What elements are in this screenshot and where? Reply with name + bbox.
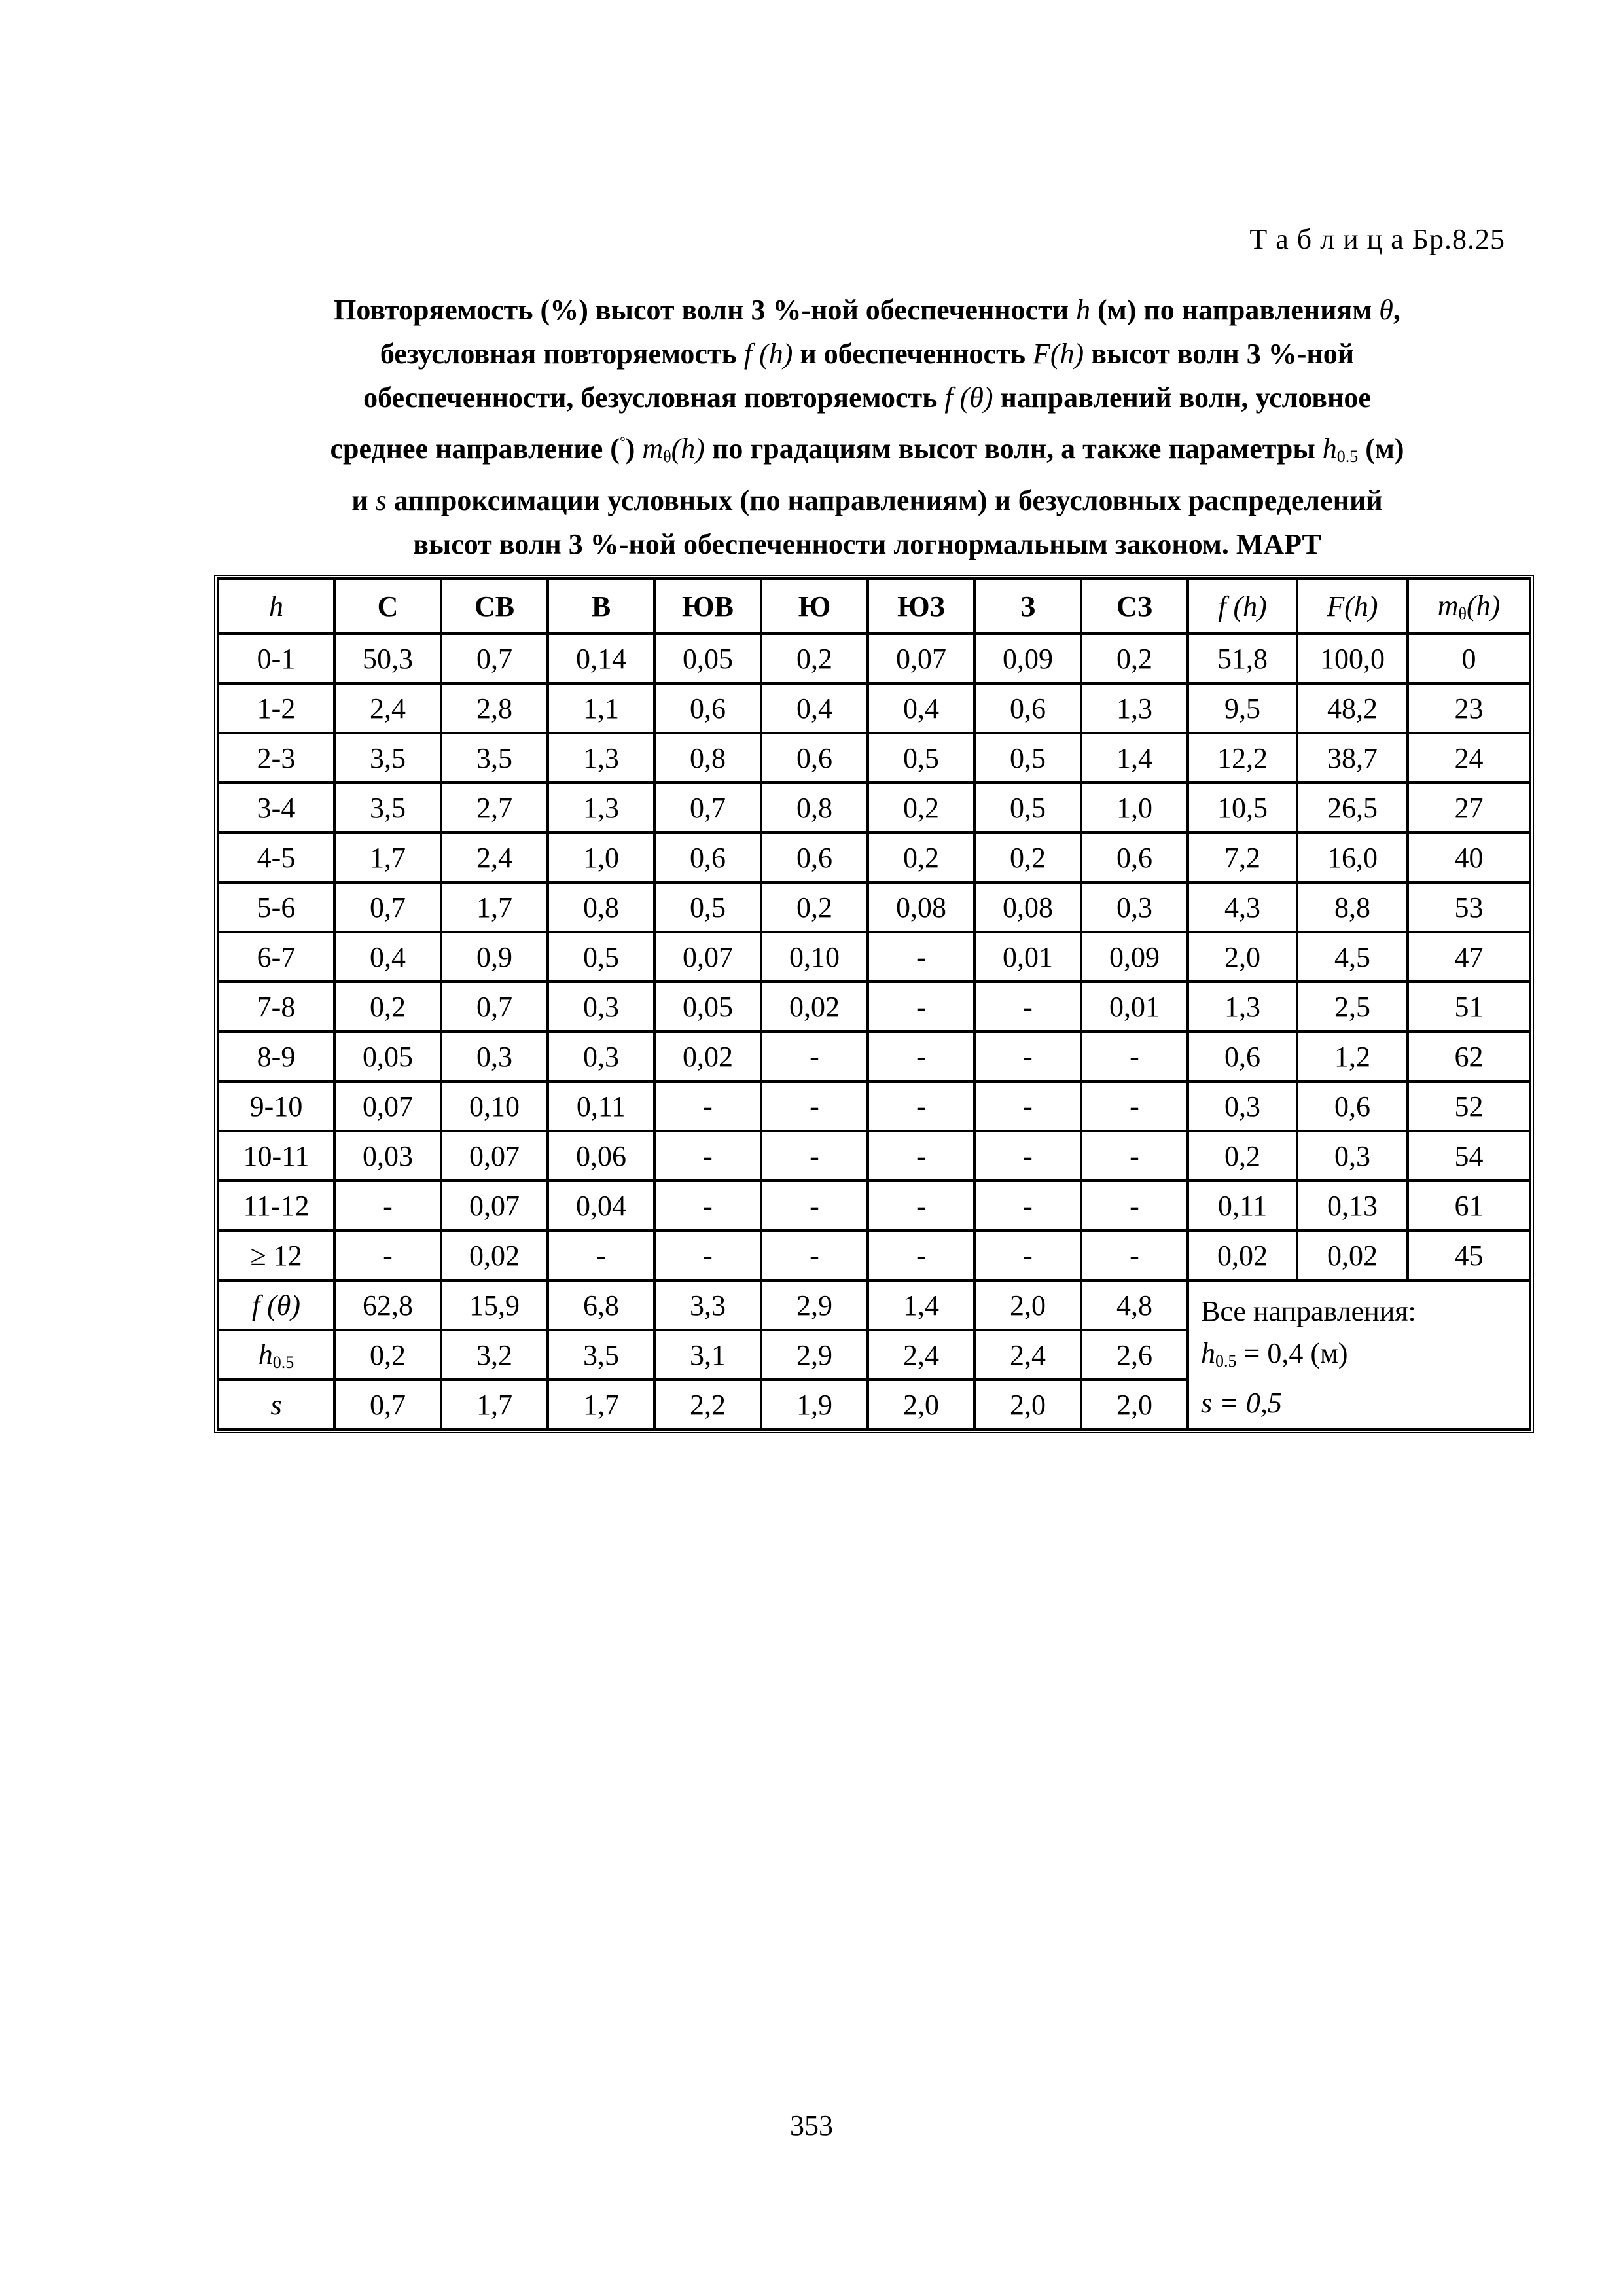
table-cell: 0,05 [654, 982, 761, 1031]
table-cell: 0,03 [334, 1131, 441, 1181]
table-cell: 2,2 [654, 1380, 761, 1429]
table-cell: 0,5 [974, 733, 1081, 783]
table-cell: 0,2 [1081, 634, 1188, 683]
table-cell: 0,02 [654, 1031, 761, 1081]
table-cell: 0,11 [1188, 1181, 1297, 1230]
table-cell: 16,0 [1297, 833, 1408, 882]
table-cell: 26,5 [1297, 783, 1408, 833]
table-cell: 0,14 [548, 634, 654, 683]
table-cell: 0,5 [868, 733, 974, 783]
table-row [218, 932, 1530, 982]
table-row [218, 1081, 1530, 1131]
caption-line-2: безусловная повторяемость f (h) и обеспеченность F(h) высот волн 3 %-ной [380, 338, 1355, 370]
header-direction: З [974, 579, 1081, 634]
table-cell: 2,4 [441, 833, 548, 882]
table-cell: - [868, 1181, 974, 1230]
table-cell: 7,2 [1188, 833, 1297, 882]
table-cell: 3,2 [441, 1330, 548, 1380]
table-row [218, 1131, 1530, 1181]
table-cell: 9,5 [1188, 683, 1297, 733]
table-cell: 61 [1408, 1181, 1530, 1230]
table-cell: - [868, 1131, 974, 1181]
table-cell: 47 [1408, 932, 1530, 982]
table-cell: 1,7 [548, 1380, 654, 1429]
table-cell: - [1081, 1031, 1188, 1081]
table-cell: - [974, 1131, 1081, 1181]
table-cell: 0,05 [334, 1031, 441, 1081]
table-cell: 0,5 [548, 932, 654, 982]
table-cell: 0,09 [1081, 932, 1188, 982]
table-cell: 1,0 [548, 833, 654, 882]
height-range-cell: 6-7 [218, 932, 334, 982]
table-cell: - [868, 1230, 974, 1280]
table-cell: - [868, 1031, 974, 1081]
table-cell: 12,2 [1188, 733, 1297, 783]
table-cell: 0,6 [654, 683, 761, 733]
table-cell: 2,0 [974, 1280, 1081, 1330]
table-cell: 0,3 [548, 982, 654, 1031]
table-cell: 0,6 [761, 733, 868, 783]
table-cell: 0,02 [1188, 1230, 1297, 1280]
table-cell: 1,3 [1081, 683, 1188, 733]
table-cell: 27 [1408, 783, 1530, 833]
table-row [218, 634, 1530, 683]
table-cell: 6,8 [548, 1280, 654, 1330]
table-cell: 2,4 [974, 1330, 1081, 1380]
table-cell: 2,5 [1297, 982, 1408, 1031]
wave-height-table [214, 575, 1534, 1433]
header-direction: В [548, 579, 654, 634]
header-F-h: F(h) [1297, 579, 1408, 634]
table-row [218, 783, 1530, 833]
table-cell: - [334, 1181, 441, 1230]
height-range-cell: 5-6 [218, 882, 334, 932]
table-cell: 38,7 [1297, 733, 1408, 783]
table-cell: 0,2 [868, 833, 974, 882]
table-cell: - [654, 1131, 761, 1181]
table-cell: 0,8 [548, 882, 654, 932]
table-cell: 2,8 [441, 683, 548, 733]
table-cell: 4,5 [1297, 932, 1408, 982]
summary-s: s = 0,5 [1201, 1387, 1282, 1419]
table-cell: 0,7 [654, 783, 761, 833]
table-cell: 2,9 [761, 1280, 868, 1330]
table-cell: 0,6 [1188, 1031, 1297, 1081]
table-cell: 0,3 [1297, 1131, 1408, 1181]
table-cell: 0,02 [761, 982, 868, 1031]
table-row [218, 1181, 1530, 1230]
table-cell: 0,13 [1297, 1181, 1408, 1230]
table-cell: 1,7 [441, 882, 548, 932]
table-cell: - [761, 1031, 868, 1081]
table-cell: 4,8 [1081, 1280, 1188, 1330]
table-cell: 0,7 [441, 634, 548, 683]
table-cell: 0,08 [868, 882, 974, 932]
header-direction: С [334, 579, 441, 634]
table-cell: 1,7 [334, 833, 441, 882]
table-cell: - [974, 982, 1081, 1031]
table-cell: 23 [1408, 683, 1530, 733]
table-cell: 1,4 [868, 1280, 974, 1330]
height-range-cell: 11-12 [218, 1181, 334, 1230]
table-cell: 51,8 [1188, 634, 1297, 683]
h05-label: $h_{0.5}$ [218, 1330, 334, 1380]
table-cell: 52 [1408, 1081, 1530, 1131]
table-cell: 0,2 [1188, 1131, 1297, 1181]
table-cell: 1,9 [761, 1380, 868, 1429]
table-cell: 2,4 [868, 1330, 974, 1380]
table-cell: 1,2 [1297, 1031, 1408, 1081]
table-cell: 0,4 [761, 683, 868, 733]
table-row [218, 982, 1530, 1031]
table-cell: 0,07 [441, 1181, 548, 1230]
header-direction: Ю [761, 579, 868, 634]
table-cell: 3,5 [334, 733, 441, 783]
table-cell: - [868, 982, 974, 1031]
table-body [218, 634, 1530, 1429]
table-cell: 2,0 [1188, 932, 1297, 982]
table-cell: 3,1 [654, 1330, 761, 1380]
height-range-cell: 4-5 [218, 833, 334, 882]
caption-line-3: обеспеченности, безусловная повторяемость f (θ) направлений волн, условное [363, 382, 1371, 414]
table-cell: 3,5 [548, 1330, 654, 1380]
table-number-label: Т а б л и ц а Бр.8.25 [1249, 223, 1505, 255]
table-cell: - [761, 1081, 868, 1131]
table-cell: 3,3 [654, 1280, 761, 1330]
table-cell: 0,6 [1081, 833, 1188, 882]
table-cell: 0,02 [441, 1230, 548, 1280]
table-cell: 62,8 [334, 1280, 441, 1330]
table-cell: - [548, 1230, 654, 1280]
table-cell: - [974, 1230, 1081, 1280]
table-cell: 0,2 [334, 1330, 441, 1380]
table-cell: 0,6 [974, 683, 1081, 733]
table-cell: 8,8 [1297, 882, 1408, 932]
table-cell: 2,0 [868, 1380, 974, 1429]
table-cell: - [334, 1230, 441, 1280]
height-range-cell: 7-8 [218, 982, 334, 1031]
table-cell: 0,09 [974, 634, 1081, 683]
summary-h05: $h_{0.5} = 0,4$ (м) [1201, 1337, 1348, 1371]
header-row [218, 579, 1530, 634]
table-cell: 0,3 [1081, 882, 1188, 932]
height-range-cell: 2-3 [218, 733, 334, 783]
table-cell: - [761, 1230, 868, 1280]
table-cell: 2,7 [441, 783, 548, 833]
table-cell: 0,06 [548, 1131, 654, 1181]
table-cell: 0,2 [761, 634, 868, 683]
table-cell: 0,10 [441, 1081, 548, 1131]
caption-line-4: среднее направление (°) $m_\theta(h)$ по градациям высот волн, а также параметры $h_{0.5}$ (м) [330, 433, 1404, 466]
table-cell: - [868, 932, 974, 982]
header-direction: СВ [441, 579, 548, 634]
table-cell: 2,4 [334, 683, 441, 733]
table-cell: 0,07 [441, 1131, 548, 1181]
table-row [218, 733, 1530, 783]
table-cell: - [654, 1081, 761, 1131]
header-direction: СЗ [1081, 579, 1188, 634]
table-cell: 0,08 [974, 882, 1081, 932]
table-cell: 2,0 [974, 1380, 1081, 1429]
table-cell: 51 [1408, 982, 1530, 1031]
table-cell: 10,5 [1188, 783, 1297, 833]
table-cell: 40 [1408, 833, 1530, 882]
table-cell: 1,4 [1081, 733, 1188, 783]
table-cell: 0,6 [1297, 1081, 1408, 1131]
table-cell: 0,4 [868, 683, 974, 733]
table-cell: 0 [1408, 634, 1530, 683]
table-cell: 0,3 [548, 1031, 654, 1081]
table-cell: 100,0 [1297, 634, 1408, 683]
table-cell: 45 [1408, 1230, 1530, 1280]
height-range-cell: 9-10 [218, 1081, 334, 1131]
caption-line-5: и s аппроксимации условных (по направлениям) и безусловных распределений [351, 484, 1383, 516]
f-theta-label: f (θ) [218, 1280, 334, 1330]
table-cell: - [761, 1181, 868, 1230]
table-cell: 0,07 [334, 1081, 441, 1131]
table-cell: 54 [1408, 1131, 1530, 1181]
table-cell: - [974, 1081, 1081, 1131]
height-range-cell: 1-2 [218, 683, 334, 733]
table-cell: 1,3 [548, 783, 654, 833]
height-range-cell: ≥ 12 [218, 1230, 334, 1280]
table-cell: - [1081, 1230, 1188, 1280]
table-cell: 50,3 [334, 634, 441, 683]
table-cell: 48,2 [1297, 683, 1408, 733]
table-cell: 0,11 [548, 1081, 654, 1131]
table-cell: 3,5 [441, 733, 548, 783]
table-row [218, 1031, 1530, 1081]
header-direction: ЮЗ [868, 579, 974, 634]
table-cell: 0,01 [1081, 982, 1188, 1031]
table-cell: 0,5 [974, 783, 1081, 833]
summary-cell [1188, 1280, 1530, 1429]
table-row [218, 882, 1530, 932]
table-cell: 0,3 [1188, 1081, 1297, 1131]
s-label: s [218, 1380, 334, 1429]
table-cell: 0,7 [334, 882, 441, 932]
table-cell: 0,7 [441, 982, 548, 1031]
table-cell: 0,10 [761, 932, 868, 982]
table-cell: - [761, 1131, 868, 1181]
table-caption [216, 288, 1518, 566]
table-cell: 0,07 [654, 932, 761, 982]
table-cell: 0,6 [761, 833, 868, 882]
table-row [218, 683, 1530, 733]
height-range-cell: 10-11 [218, 1131, 334, 1181]
table-cell: 2,6 [1081, 1330, 1188, 1380]
table-cell: 62 [1408, 1031, 1530, 1081]
header-direction: ЮВ [654, 579, 761, 634]
table-cell: 1,3 [548, 733, 654, 783]
table-cell: 0,07 [868, 634, 974, 683]
table-cell: - [974, 1031, 1081, 1081]
table-cell: - [654, 1230, 761, 1280]
height-range-cell: 0-1 [218, 634, 334, 683]
table-cell: 53 [1408, 882, 1530, 932]
table-cell: 1,7 [441, 1380, 548, 1429]
header-h: h [218, 579, 334, 634]
table-cell: 0,05 [654, 634, 761, 683]
table-cell: 4,3 [1188, 882, 1297, 932]
table-cell: 1,0 [1081, 783, 1188, 833]
table-cell: 24 [1408, 733, 1530, 783]
table-cell: 2,9 [761, 1330, 868, 1380]
caption-line-6: высот волн 3 %-ной обеспеченности логнормальным законом. МАРТ [413, 528, 1321, 560]
table-cell: 0,3 [441, 1031, 548, 1081]
table-cell: 0,8 [654, 733, 761, 783]
table-cell: 0,2 [868, 783, 974, 833]
height-range-cell: 3-4 [218, 783, 334, 833]
table-cell: 1,1 [548, 683, 654, 733]
table-cell: 0,2 [334, 982, 441, 1031]
table-cell: 0,2 [974, 833, 1081, 882]
table-cell: 0,01 [974, 932, 1081, 982]
table-cell: 2,0 [1081, 1380, 1188, 1429]
table-row [218, 833, 1530, 882]
table-cell: - [1081, 1081, 1188, 1131]
table-cell: - [1081, 1131, 1188, 1181]
header-f-h: f (h) [1188, 579, 1297, 634]
summary-title: Все направления: [1201, 1295, 1416, 1327]
table-cell: 0,4 [334, 932, 441, 982]
table-cell: - [1081, 1181, 1188, 1230]
table-cell: 0,04 [548, 1181, 654, 1230]
table-cell: - [974, 1181, 1081, 1230]
table-cell: - [868, 1081, 974, 1131]
table-row [218, 1230, 1530, 1280]
table-cell: 3,5 [334, 783, 441, 833]
header-m-theta-h: $m_\theta(h)$ [1408, 579, 1530, 634]
f-theta-row [218, 1280, 1530, 1330]
table-cell: 0,9 [441, 932, 548, 982]
table-cell: 0,02 [1297, 1230, 1408, 1280]
page-number: 353 [790, 2109, 833, 2142]
caption-line-1: Повторяемость (%) высот волн 3 %-ной обеспеченности h (м) по направлениям θ, [334, 294, 1400, 326]
height-range-cell: 8-9 [218, 1031, 334, 1081]
table-cell: 0,5 [654, 882, 761, 932]
table-cell: 1,3 [1188, 982, 1297, 1031]
table-cell: 0,6 [654, 833, 761, 882]
table-cell: 0,8 [761, 783, 868, 833]
table-cell: 0,7 [334, 1380, 441, 1429]
table-cell: - [654, 1181, 761, 1230]
table-cell: 15,9 [441, 1280, 548, 1330]
table-cell: 0,2 [761, 882, 868, 932]
